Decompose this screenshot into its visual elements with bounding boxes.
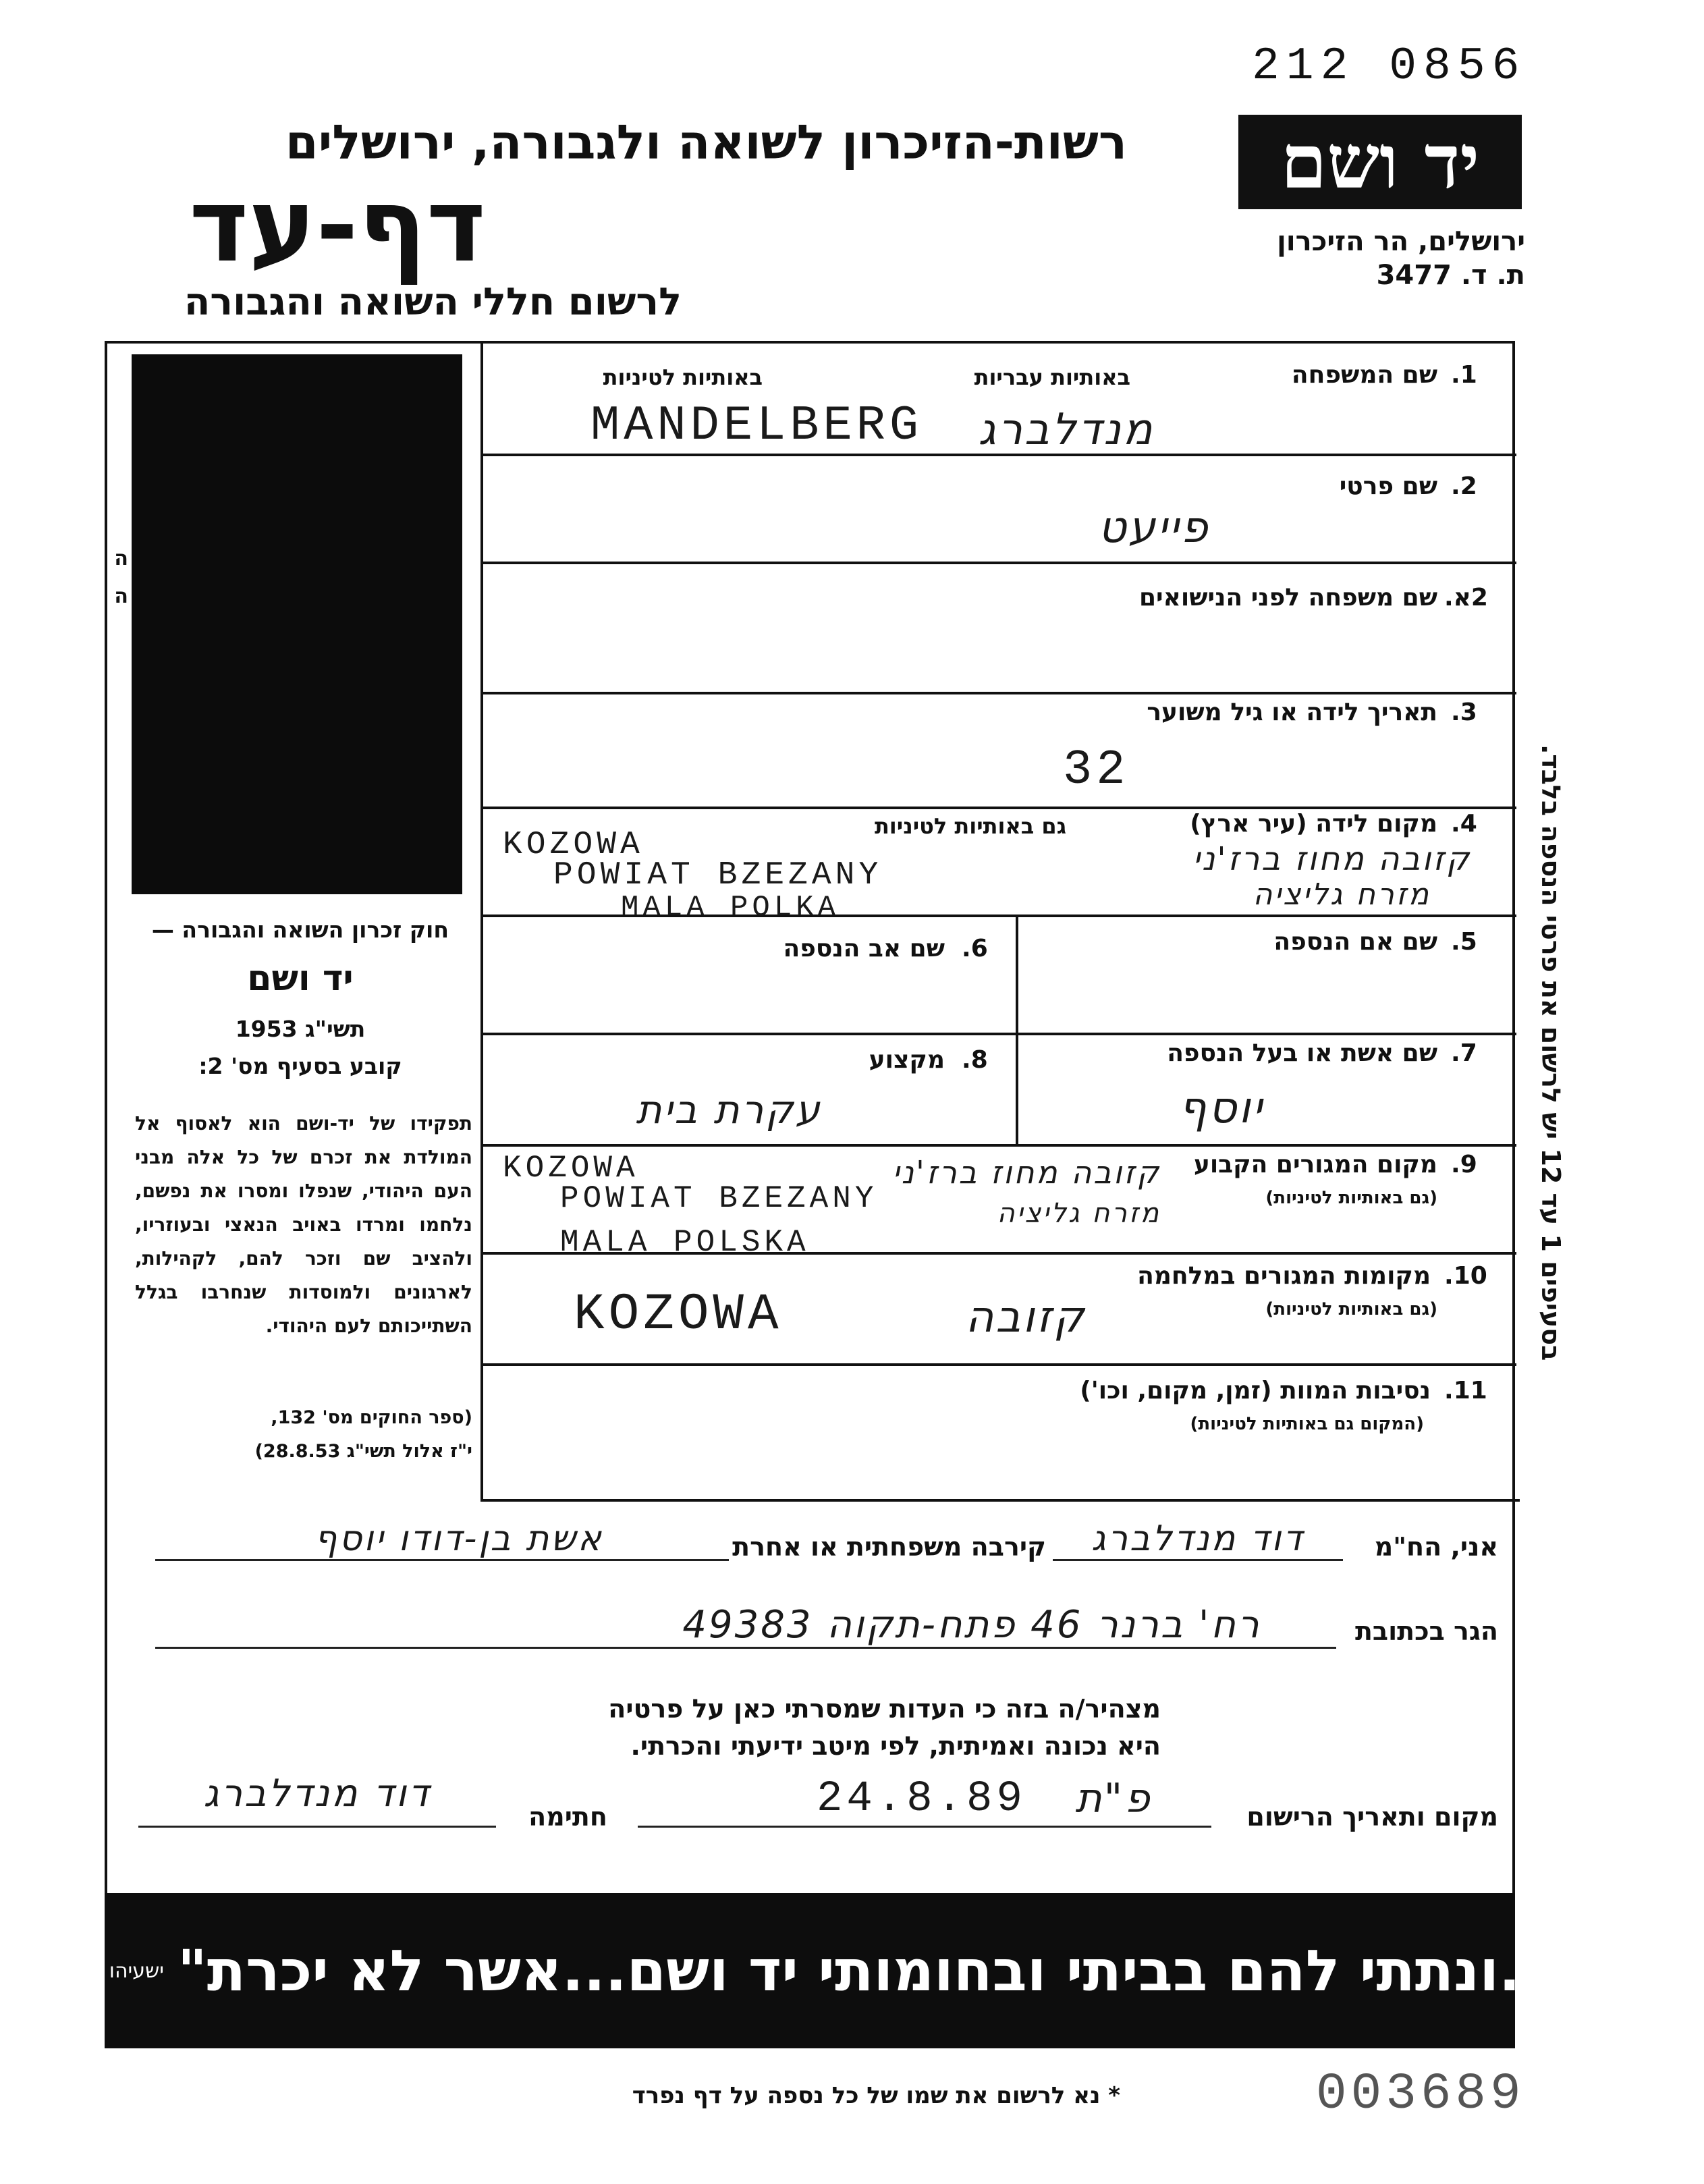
field-9-label: מקום המגורים הקבוע: [1193, 1151, 1437, 1178]
rule-2: [480, 562, 1516, 564]
field-1-value-latin: MANDELBERG: [590, 398, 923, 454]
law-ref-1: (ספר החוקים מס' 132,: [271, 1407, 472, 1428]
field-2-value: פייעט: [1098, 503, 1210, 553]
field-3-value: 32: [1063, 742, 1130, 798]
law-title: חוק זכרון השואה והגבורה —: [151, 917, 449, 943]
decl-place-date-label: מקום ותאריך הרישום: [1246, 1802, 1498, 1832]
field-9-value-latin-3: MALA POLSKA: [560, 1225, 810, 1260]
side-letters: ה ה: [114, 547, 128, 608]
field-11-label: נסיבות המוות (זמן, מקום, וכו'): [1080, 1377, 1431, 1404]
field-2-label: שם פרטי: [1339, 472, 1437, 500]
field-9-value-latin-2: POWIAT BZEZANY: [560, 1181, 878, 1216]
field-5-number: 5.: [1451, 928, 1477, 956]
rule-3: [480, 807, 1516, 809]
logo-text: יד ושם: [1280, 118, 1480, 205]
decl-signature-line: [138, 1826, 496, 1828]
field-9-value-hebrew-1: קזובה מחוז ברז'ני: [892, 1154, 1161, 1191]
field-7-number: 7.: [1451, 1039, 1477, 1067]
side-instruction: בסעיפים 1 עד 12 יש לרשום את פרטי הנספה בלבד.: [1536, 744, 1566, 1361]
field-1-value-hebrew: מנדלברג: [978, 405, 1155, 455]
field-7-label: שם אשת או בעל הנספה: [1167, 1039, 1437, 1067]
field-8-value: עקרת בית: [636, 1087, 822, 1132]
banner-source: ישעיהו נ"ו, ה': [48, 1959, 165, 1983]
field-1-latin-header: באותיות לטיניות: [603, 364, 763, 390]
field-2a-label: שם משפחה לפני הנישואים: [1138, 584, 1437, 611]
field-4-value-latin-1: KOZOWA: [503, 827, 644, 863]
field-4-value-latin-2: POWIAT BZEZANY: [553, 857, 883, 894]
footer-star: *: [1108, 2082, 1120, 2109]
footer-note: [567, 2082, 1120, 2109]
field-4-value-hebrew-2: מזרח גליציה: [1253, 877, 1431, 912]
field-4-number: 4.: [1451, 810, 1477, 838]
field-3-label: תאריך לידה או גיל משוער: [1147, 699, 1437, 726]
serial-number: 212 0856: [1252, 40, 1527, 92]
field-10-label: מקומות המגורים במלחמה: [1137, 1262, 1431, 1290]
field-1-label: שם המשפחה: [1291, 361, 1437, 389]
field-2a-number: 2א.: [1444, 584, 1488, 611]
field-11-number: 11.: [1444, 1377, 1487, 1404]
address-line-2: ת. ד. 3477: [1376, 260, 1525, 291]
decl-i-value: דוד מנדלברג: [1091, 1519, 1304, 1559]
law-text: תפקידו של יד-ושם הוא לאסוף אל המולדת את זכרם של כל אלה מבני העם היהודי, שנפלו ומסרו את נפשם, נלחמו ומרדו באויב הנאצי ובעוזריו, ולהציב שם וזכר להם, לקהילות, לארגונים ולמוסדות שנחרבו בגלל השתייכותם לעם היהודי.: [135, 1112, 472, 1337]
banner-quote: "..ונתתי להם בביתי ובחומותי יד ושם...אשר לא יכרת": [177, 1938, 1572, 2004]
field-10-number: 10.: [1444, 1262, 1487, 1290]
stamp-number: 003689: [1316, 2065, 1525, 2123]
field-5-label: שם אם הנספה: [1273, 928, 1437, 956]
field-9-value-latin-1: KOZOWA: [503, 1151, 639, 1186]
decl-i-label: אני, הח"מ: [1374, 1532, 1498, 1562]
decl-relation-value: אשת בן-דודו יוסף: [314, 1519, 603, 1559]
field-1-hebrew-header: באותיות עבריות: [974, 364, 1130, 390]
field-10-value-latin: KOZOWA: [574, 1286, 783, 1344]
redacted-photo: [132, 354, 462, 894]
rule-2a: [480, 692, 1516, 694]
decl-address-label: הגר בכתובת: [1354, 1616, 1498, 1646]
decl-address-value: רח' ברנר 46 פתח-תקוה 49383: [682, 1603, 1261, 1647]
field-4-label: מקום לידה (עיר ארץ): [1190, 810, 1437, 838]
decl-relation-label: קירבה משפחתית או אחרת: [732, 1532, 1046, 1562]
field-8-label: מקצוע: [869, 1046, 945, 1074]
decl-signature-value: דוד מנדלברג: [203, 1772, 431, 1816]
decl-relation-line: [155, 1559, 729, 1561]
field-9-sublabel: (גם באותיות לטיניות): [1265, 1188, 1437, 1208]
field-6-number: 6.: [962, 935, 988, 962]
field-8-number: 8.: [962, 1046, 988, 1074]
field-9-value-hebrew-2: מזרח גליציה: [997, 1198, 1161, 1229]
field-6-label: שם אב הנספה: [783, 935, 945, 962]
footer-note-text: נא לרשום את שמו של כל נספה על דף נפרד: [632, 2082, 1101, 2109]
rule-7: [480, 1144, 1516, 1147]
yad-vashem-logo: [1238, 115, 1522, 209]
field-4-latin-header: גם באותיות לטיניות: [874, 813, 1066, 839]
field-10-value-hebrew: קזובה: [965, 1292, 1087, 1342]
field-7-value: יוסף: [1178, 1083, 1265, 1133]
split-5-6: [1016, 917, 1018, 1147]
decl-i-line: [1053, 1559, 1343, 1561]
field-2-number: 2.: [1451, 472, 1477, 500]
field-4-value-hebrew-1: קזובה מחוז ברז'ני: [1192, 840, 1471, 878]
decl-statement-2: היא נכונה ואמיתית, לפי מיטב ידיעתי והכרתי.: [630, 1731, 1161, 1761]
decl-place-date-line: [638, 1826, 1211, 1828]
field-3-number: 3.: [1451, 699, 1477, 726]
address-line-1: ירושלים, הר הזיכרון: [1277, 226, 1525, 257]
quote-banner: [48, 1893, 1572, 2048]
rule-5: [480, 1033, 1516, 1035]
form-title: דף-עד: [189, 167, 486, 285]
rule-10: [480, 1363, 1516, 1366]
law-year: תשי"ג 1953: [235, 1016, 366, 1042]
field-11-sublabel: (המקום גם באותיות לטיניות): [1190, 1414, 1424, 1434]
law-ref-2: י"ז אלול תשי"ג 28.8.53): [254, 1441, 472, 1462]
decl-statement-1: מצהיר/ה בזה כי העדות שמסרתי כאן על פרטיה: [608, 1694, 1161, 1724]
decl-place-value: פ"ת: [1075, 1775, 1152, 1822]
decl-date-value: 24.8.89: [817, 1775, 1026, 1824]
field-4-value-latin-3: MALA POLKA: [621, 891, 840, 925]
law-name: יד ושם: [247, 958, 354, 999]
field-9-number: 9.: [1451, 1151, 1477, 1178]
form-subtitle: לרשום חללי השואה והגבורה: [184, 280, 682, 324]
decl-signature-label: חתימה: [528, 1802, 607, 1832]
field-10-sublabel: (גם באותיות לטיניות): [1265, 1299, 1437, 1319]
decl-address-line: [155, 1647, 1336, 1649]
law-clause: קובע בסעיף מס' 2:: [198, 1053, 402, 1079]
field-1-number: 1.: [1451, 361, 1477, 389]
institution-line: רשות-הזיכרון לשואה ולגבורה, ירושלים: [285, 115, 1127, 170]
